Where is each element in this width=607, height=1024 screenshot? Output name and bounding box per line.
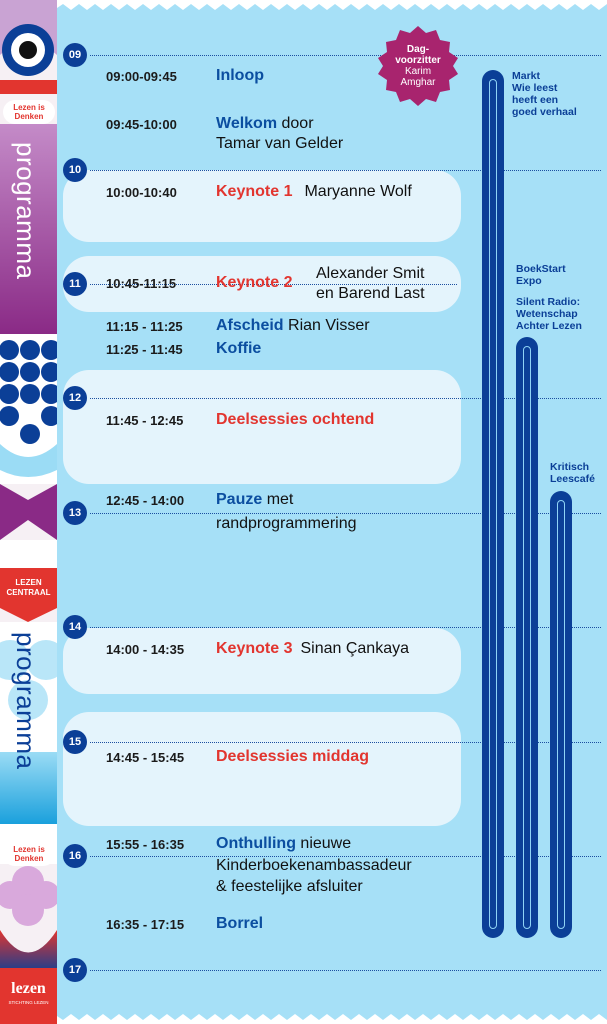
track-label-markt: Markt Wie leest heeft een goed verhaal [512,70,577,118]
session-time: 09:00-09:45 [106,69,177,84]
session-time: 14:45 - 15:45 [106,750,185,765]
session-time: 11:45 - 12:45 [106,413,184,428]
vertical-word-1: programma [11,142,41,280]
session-time: 15:55 - 16:35 [106,837,185,852]
hour-line [90,970,601,971]
hour-marker: 16 [63,844,87,868]
session-time: 14:00 - 14:35 [106,642,185,657]
vertical-word-2: programma [11,632,41,770]
session-title-line3: & feestelijke afsluiter [216,878,363,895]
session-time: 10:45-11:15 [106,276,177,291]
badge-line-2: voorzitter [395,55,441,66]
hour-marker: 12 [63,386,87,410]
session-title: Onthulling nieuwe [216,835,352,852]
stichting-lezen-logo: lezen [11,980,46,997]
track-label-silent-radio: Silent Radio: Wetenschap Achter Lezen [516,296,582,332]
session-title: Keynote 3 Sinan Çankaya [216,640,409,657]
brand-badge-top: Lezen is Denken [3,100,55,124]
track-label-boekstart: BoekStart Expo [516,263,566,287]
session-time: 12:45 - 14:00 [106,493,185,508]
zigzag-bottom [57,1014,607,1024]
session-title: Deelsessies middag [216,748,369,765]
session-time: 10:00-10:40 [106,185,177,200]
decorative-sidebar [0,0,57,1024]
badge-line-1: Dag- [406,44,430,55]
hour-marker: 09 [63,43,87,67]
brand-badge-bottom: Lezen is Denken [3,842,55,866]
track-label-kritisch: Kritisch Leescafé [550,461,595,485]
session-title: Pauze met [216,491,294,508]
session-speaker-line2: en Barend Last [316,285,425,302]
lezen-centraal-label: LEZEN CENTRAAL [6,578,51,597]
pill-keynote-1 [63,170,461,242]
dagvoorzitter-badge [376,24,460,108]
track-markt [482,70,504,938]
session-time: 11:15 - 11:25 [106,319,183,334]
session-title-line2: Kinderboekenambassadeur [216,857,412,874]
badge-line-3: Karim [404,66,432,77]
session-speaker: Alexander Smit [316,265,425,282]
session-title: Welkom door [216,115,314,132]
session-title: Afscheid Rian Visser [216,317,370,334]
session-title: Borrel [216,915,264,932]
session-title: Keynote 1 Maryanne Wolf [216,183,412,200]
pill-deelsessies-middag [63,712,461,826]
hour-marker: 13 [63,501,87,525]
track-silent-radio [516,337,538,938]
session-title: Deelsessies ochtend [216,411,375,428]
hour-marker: 11 [63,272,87,296]
session-time: 16:35 - 17:15 [106,917,185,932]
session-title: Inloop [216,67,264,84]
hour-line [90,55,601,56]
session-title-line2: randprogrammering [216,515,357,532]
session-title: Keynote 2 [216,274,293,291]
hour-marker: 17 [63,958,87,982]
pill-keynote-3 [63,628,461,694]
session-time: 09:45-10:00 [106,117,177,132]
hour-marker: 15 [63,730,87,754]
hour-marker: 10 [63,158,87,182]
hour-marker: 14 [63,615,87,639]
track-kritisch-leescafe [550,491,572,938]
session-time: 11:25 - 11:45 [106,342,183,357]
zigzag-top [57,0,607,10]
stichting-lezen-sub: STICHTING LEZEN [8,1000,49,1005]
session-title-line2: Tamar van Gelder [216,135,344,152]
session-title: Koffie [216,340,262,357]
hour-line [90,170,601,171]
badge-line-4: Amghar [400,77,436,88]
